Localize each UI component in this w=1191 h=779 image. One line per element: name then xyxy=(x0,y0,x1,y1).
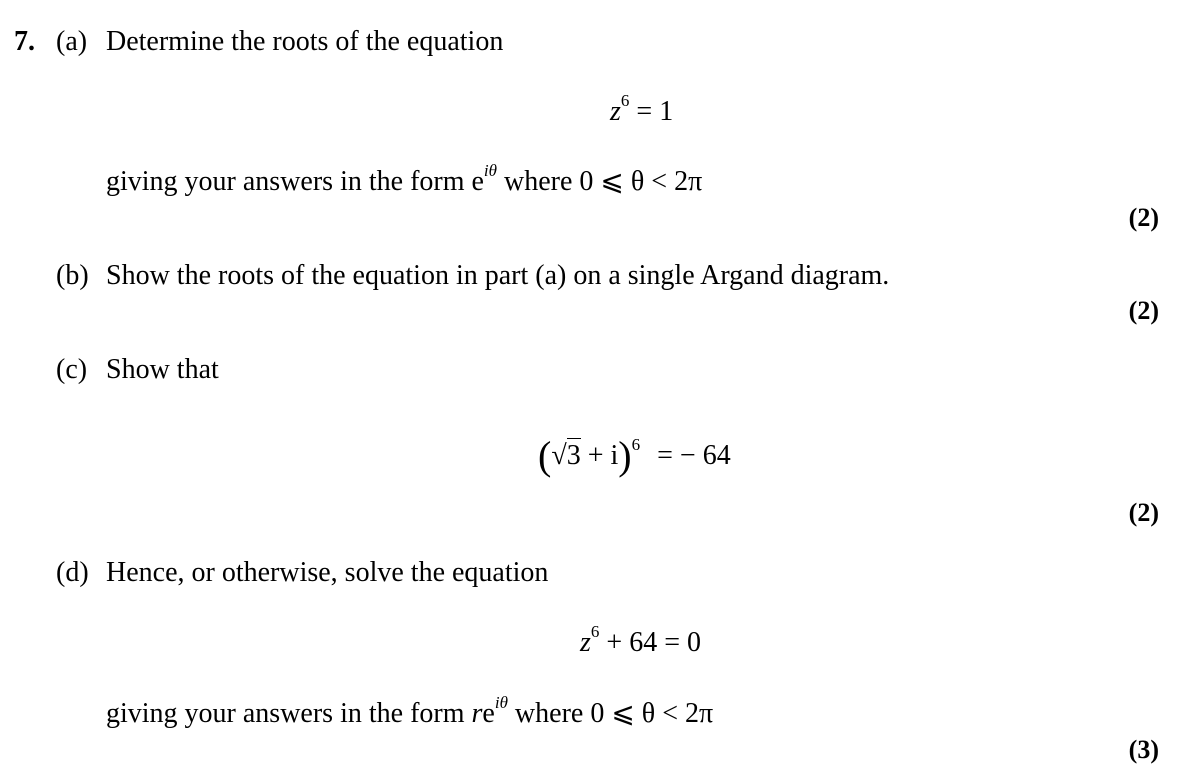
part-a-instruction xyxy=(106,161,703,197)
equation-variable: z xyxy=(580,627,591,658)
part-c-marks: (2) xyxy=(1128,498,1159,527)
radicand: 3 xyxy=(566,440,581,471)
part-c-prompt: Show that xyxy=(106,354,219,385)
instruction-exponent: iθ xyxy=(494,693,508,712)
power-exponent: 6 xyxy=(631,435,641,454)
equation-rhs: = 1 xyxy=(636,96,674,127)
part-a-prompt: Determine the roots of the equation xyxy=(106,26,504,57)
part-b-marks: (2) xyxy=(1128,296,1159,325)
close-paren: ) xyxy=(618,433,632,478)
part-c-label: (c) xyxy=(56,354,88,385)
part-c-equation xyxy=(538,433,731,478)
instruction-range: where 0 ⩽ θ < 2π xyxy=(507,698,714,729)
instruction-exponent: iθ xyxy=(483,161,497,180)
part-a-marks: (2) xyxy=(1128,203,1159,232)
part-b-prompt: Show the roots of the equation in part (a) on a single Argand diagram. xyxy=(106,260,890,291)
part-b-label: (b) xyxy=(56,260,89,291)
part-d-marks: (3) xyxy=(1128,735,1159,764)
equation-rhs: = − 64 xyxy=(657,440,731,471)
part-d-label: (d) xyxy=(56,557,89,588)
equation-rhs: + 64 = 0 xyxy=(606,627,701,658)
instruction-r: r xyxy=(471,698,483,729)
equation-variable: z xyxy=(610,96,621,127)
instruction-e: e xyxy=(482,698,495,729)
open-paren: ( xyxy=(538,433,552,478)
instruction-range: where 0 ⩽ θ < 2π xyxy=(497,166,703,197)
question-number: 7. xyxy=(14,26,35,57)
equation-exponent: 6 xyxy=(620,91,630,110)
equation-exponent: 6 xyxy=(590,622,600,641)
part-a-equation xyxy=(610,91,674,127)
part-d-prompt: Hence, or otherwise, solve the equation xyxy=(106,557,549,588)
part-d-equation xyxy=(580,622,701,658)
plus-i: + i xyxy=(580,440,619,471)
instruction-text: giving your answers in the form xyxy=(106,698,472,729)
part-d-instruction xyxy=(106,693,714,729)
instruction-text: giving your answers in the form e xyxy=(106,166,484,197)
sqrt-symbol: √ xyxy=(551,440,567,471)
part-a-label: (a) xyxy=(56,26,88,57)
